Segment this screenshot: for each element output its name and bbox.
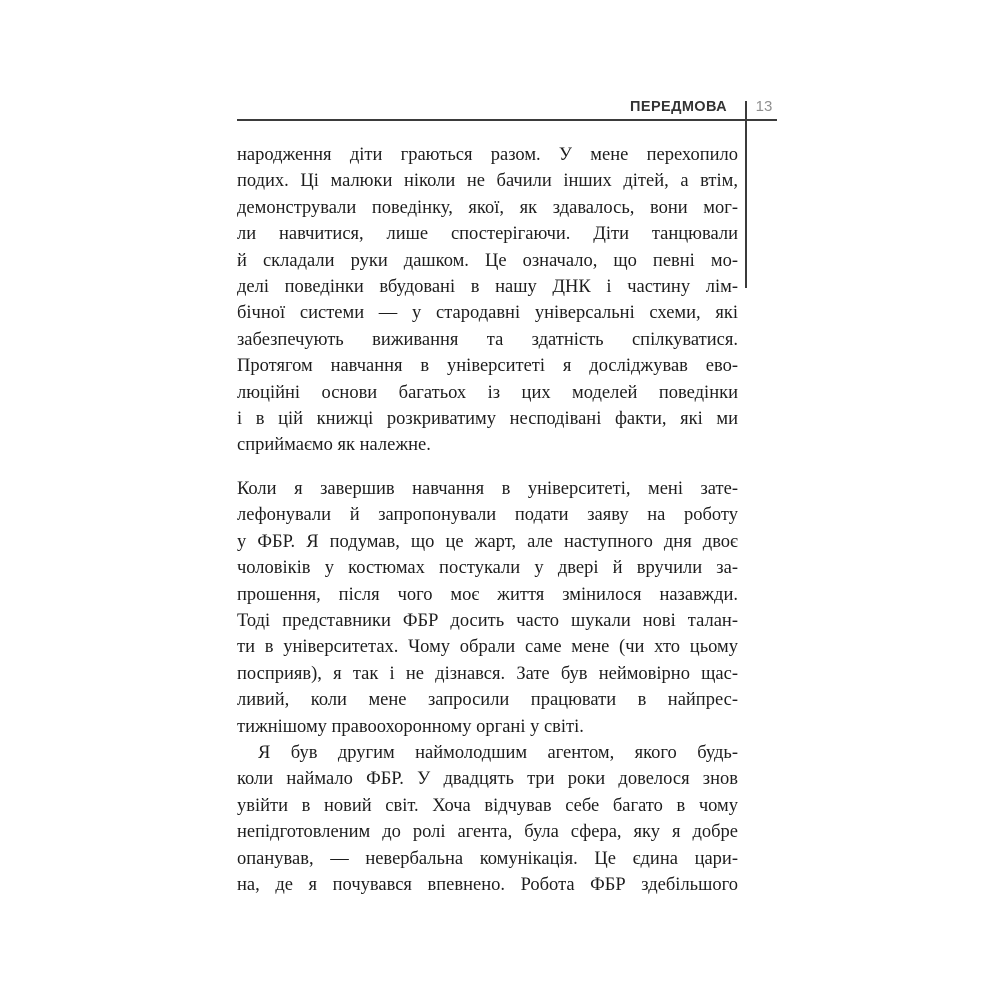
vertical-divider-rule — [745, 101, 747, 288]
text-line: й складали руки дашком. Це означало, що певні мо- — [237, 250, 738, 271]
text-line: тижнішому правоохоронному органі у світі. — [237, 716, 584, 737]
text-line: Коли я завершив навчання в університеті, мені зате- — [237, 478, 738, 499]
text-line: увійти в новий світ. Хоча відчував себе багато в чому — [237, 795, 738, 816]
text-line: сприймаємо як належне. — [237, 435, 431, 456]
text-line: Тоді представники ФБР досить часто шукали нові талан- — [237, 610, 738, 631]
paragraph — [237, 740, 738, 898]
text-line: бічної системи — у стародавні універсальні схеми, які — [237, 303, 738, 324]
text-line: коли наймало ФБР. У двадцять три роки довелося знов — [237, 769, 738, 790]
text-line: люційні основи багатьох із цих моделей поведінки — [237, 382, 738, 403]
text-line: делі поведінки вбудовані в нашу ДНК і частину лім- — [237, 277, 738, 298]
text-line: на, де я почувався впевнено. Робота ФБР здебільшого — [237, 874, 738, 895]
text-block — [237, 142, 738, 898]
text-line: ли навчитися, лише спостерігаючи. Діти танцювали — [237, 224, 738, 245]
text-line: непідготовленим до ролі агента, була сфера, яку я добре — [237, 822, 738, 843]
text-line: і в цій книжці розкриватиму несподівані факти, які ми — [237, 409, 738, 430]
text-line: ти в університетах. Чому обрали саме мене (чи хто цьому — [237, 637, 738, 658]
text-line: чоловіків у костюмах постукали у двері й вручили за- — [237, 558, 738, 579]
text-line: Я був другим наймолодшим агентом, якого будь- — [258, 742, 738, 763]
text-line: забезпечують виживання та здатність спілкуватися. — [237, 329, 738, 350]
text-line: народження діти граються разом. У мене перехопило — [237, 145, 738, 165]
text-line: Протягом навчання в університеті я досліджував ево- — [237, 356, 738, 377]
text-line: посприяв), я так і не дізнався. Зате був неймовірно щас- — [237, 663, 738, 684]
text-line: демонстрували поведінку, якої, як здавалось, вони мог- — [237, 197, 738, 218]
text-line: подих. Ці малюки ніколи не бачили інших дітей, а втім, — [237, 171, 738, 192]
text-line: лефонували й запропонували подати заяву на роботу — [237, 505, 738, 526]
paragraph — [237, 476, 738, 740]
page-number: 13 — [755, 98, 773, 115]
text-line: ливий, коли мене запросили працювати в найпрес- — [237, 690, 738, 711]
header-rule — [237, 119, 777, 121]
text-line: опанував, — невербальна комунікація. Це єдина цари- — [237, 848, 738, 869]
text-line: прошення, після чого моє життя змінилося назавжди. — [237, 584, 738, 605]
text-line: у ФБР. Я подумав, що це жарт, але наступного дня двоє — [237, 531, 738, 552]
running-header-section-title: ПЕРЕДМОВА — [630, 99, 727, 115]
paragraph — [237, 142, 738, 459]
